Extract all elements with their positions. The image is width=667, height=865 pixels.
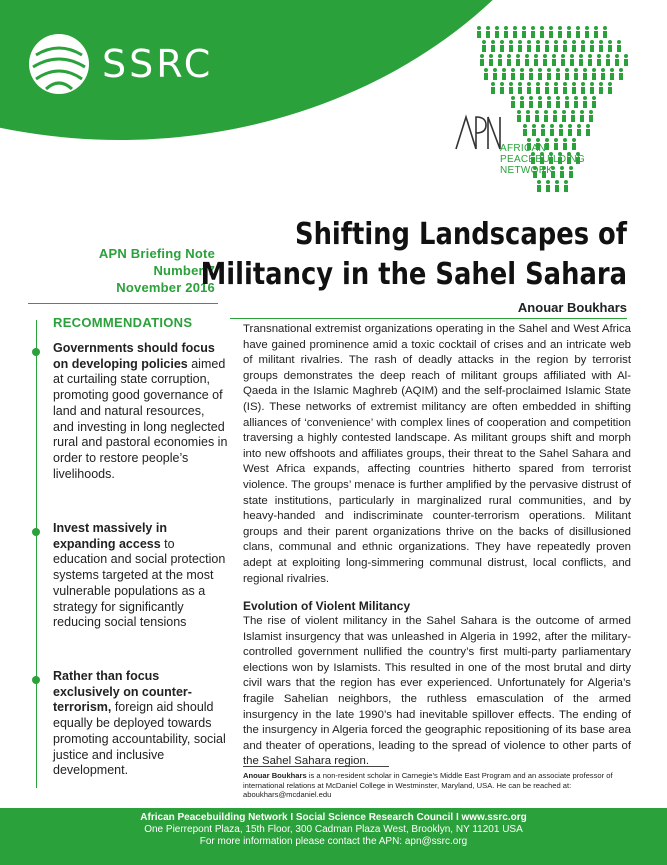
- bullet-icon: [32, 676, 40, 684]
- person-figure-icon: [550, 124, 554, 136]
- recommendation-lead: Governments should focus on developing policies: [53, 341, 215, 371]
- person-figure-icon: [577, 124, 581, 136]
- section-paragraph: The rise of violent militancy in the Sahel Sahara is the outcome of armed Islamist insurgency that was unleashed in Algeria in 1992, after the military-controlled government nullified the country’s first multi-party parliamentary elections won by Islamists. This resulted in one of the most brutal and dirty civil wars that the region has ever experienced. Unfortunately for Algeria’s fragile Sahelian neighbors, the ruthless emasculation of the armed insurgency in the late 1990’s had inevitable spillover effects. The ending of the insurgency in Algeria forced the geographic repositioning of its base area and theater of operations, leading to the spread of violence to other parts of the Sahel Sahara region.: [243, 615, 631, 768]
- person-figure-icon: [520, 96, 524, 108]
- person-figure-icon: [536, 40, 540, 52]
- person-figure-icon: [489, 54, 493, 66]
- person-figure-icon: [523, 124, 527, 136]
- person-figure-icon: [554, 82, 558, 94]
- person-figure-icon: [502, 68, 506, 80]
- person-figure-icon: [563, 40, 567, 52]
- person-figure-icon: [511, 96, 515, 108]
- person-figure-icon: [509, 82, 513, 94]
- person-figure-icon: [558, 26, 562, 38]
- person-figure-icon: [546, 180, 550, 192]
- person-figure-icon: [477, 26, 481, 38]
- person-figure-icon: [610, 68, 614, 80]
- person-figure-icon: [527, 82, 531, 94]
- footer-contact: For more information please contact the APN: apn@ssrc.org: [199, 836, 468, 848]
- person-figure-icon: [583, 96, 587, 108]
- person-figure-icon: [529, 68, 533, 80]
- person-figure-icon: [559, 124, 563, 136]
- person-figure-icon: [570, 54, 574, 66]
- person-figure-icon: [617, 40, 621, 52]
- person-figure-icon: [585, 26, 589, 38]
- person-figure-icon: [572, 82, 576, 94]
- person-figure-icon: [619, 68, 623, 80]
- person-figure-icon: [601, 68, 605, 80]
- intro-paragraph: Transnational extremist organizations operating in the Sahel and West Africa have gained prominence amid a toxic cocktail of crises and an intricate web of militant rivalries. The rash of deadly attacks in the region by terrorist groups demonstrates the deep reach of militant groups affiliated with Al-Qaeda in the Islamic Maghreb (AQIM) and the self-proclaimed Islamic State (IS). These networks of extremist militancy are often embedded in shifting alliances of ‘convenience’ with complex lines of cooperation and competition traversing a highly contested landscape. As militant groups shift and morph into new offshoots and affiliates groups, their threat to the Sahel Sahara and West Africa expands, affecting countries hitherto spared from terrorist violence. The groups’ menace is further amplified by the pervasive distrust of state institutions, particularly in marginalized rural communities, and by heavy-handed and indiscriminate counter-terrorism operations. Militant groups and their parent organizations thrive on the backs of disillusioned clans, communal and ethnic organizations. They have repeatedly proven adept at exploiting long-simmering communal distrust, local conflicts, and regional rivalries.: [243, 323, 631, 585]
- person-figure-icon: [567, 26, 571, 38]
- recommendation-text: to education and social protection systems targeted at the most vulnerable populations as a strategy for significantly reducing social tensions: [53, 536, 226, 630]
- recommendation-item: [53, 341, 228, 482]
- person-figure-icon: [538, 68, 542, 80]
- apn-line: AFRICAN: [500, 143, 546, 154]
- person-figure-icon: [516, 54, 520, 66]
- apn-line: PEACEBUILDING: [500, 154, 586, 165]
- person-figure-icon: [549, 26, 553, 38]
- person-figure-icon: [535, 110, 539, 122]
- person-figure-icon: [513, 26, 517, 38]
- person-figure-icon: [556, 96, 560, 108]
- person-figure-icon: [581, 40, 585, 52]
- person-figure-icon: [491, 82, 495, 94]
- person-figure-icon: [576, 26, 580, 38]
- recommendation-item: [53, 669, 228, 779]
- person-figure-icon: [484, 68, 488, 80]
- person-figure-icon: [517, 110, 521, 122]
- person-figure-icon: [536, 82, 540, 94]
- person-figure-icon: [526, 110, 530, 122]
- briefing-date: November 2016: [116, 280, 215, 295]
- recommendation-text: foreign aid should equally be deployed towards promoting accountability, social justice and inclusive development.: [53, 700, 226, 778]
- person-figure-icon: [554, 40, 558, 52]
- person-figure-icon: [507, 54, 511, 66]
- person-figure-icon: [603, 26, 607, 38]
- section-heading: Evolution of Violent Militancy: [243, 599, 411, 613]
- person-figure-icon: [608, 40, 612, 52]
- author-divider: [230, 318, 627, 319]
- sidebar-divider: [28, 303, 218, 304]
- person-figure-icon: [590, 82, 594, 94]
- person-figure-icon: [568, 124, 572, 136]
- apn-wordmark: [500, 143, 585, 176]
- person-figure-icon: [518, 40, 522, 52]
- person-figure-icon: [498, 54, 502, 66]
- apn-logo-mark: [454, 113, 502, 151]
- title-line: Shifting Landscapes of: [294, 217, 627, 252]
- person-figure-icon: [520, 68, 524, 80]
- person-figure-icon: [588, 54, 592, 66]
- person-figure-icon: [504, 26, 508, 38]
- recommendation-lead: Invest massively in expanding access: [53, 521, 167, 551]
- person-figure-icon: [564, 180, 568, 192]
- person-figure-icon: [556, 68, 560, 80]
- person-figure-icon: [563, 82, 567, 94]
- person-figure-icon: [553, 110, 557, 122]
- person-figure-icon: [574, 68, 578, 80]
- person-figure-icon: [493, 68, 497, 80]
- recommendation-lead: Rather than focus exclusively on counter-terrorism,: [53, 669, 192, 715]
- person-figure-icon: [581, 82, 585, 94]
- person-figure-icon: [624, 54, 628, 66]
- person-figure-icon: [571, 110, 575, 122]
- person-figure-icon: [562, 110, 566, 122]
- person-figure-icon: [511, 68, 515, 80]
- sidebar-rule: [36, 320, 37, 788]
- person-figure-icon: [615, 54, 619, 66]
- person-figure-icon: [547, 96, 551, 108]
- author-bio: [243, 771, 631, 800]
- footer-address: One Pierrepont Plaza, 15th Floor, 300 Cadman Plaza West, Brooklyn, NY 11201 USA: [144, 824, 523, 836]
- person-figure-icon: [561, 54, 565, 66]
- person-figure-icon: [529, 96, 533, 108]
- person-figure-icon: [545, 82, 549, 94]
- recommendations-heading: RECOMMENDATIONS: [53, 315, 193, 330]
- footnote-divider: [243, 766, 389, 767]
- person-figure-icon: [518, 82, 522, 94]
- bullet-icon: [32, 528, 40, 536]
- person-figure-icon: [500, 40, 504, 52]
- person-figure-icon: [547, 68, 551, 80]
- author-name: Anouar Boukhars: [517, 300, 627, 315]
- ssrc-logo: [28, 33, 213, 95]
- person-figure-icon: [491, 40, 495, 52]
- person-figure-icon: [509, 40, 513, 52]
- person-figure-icon: [599, 82, 603, 94]
- person-figure-icon: [594, 26, 598, 38]
- recommendation-item: [53, 521, 228, 631]
- page-title: [180, 215, 627, 295]
- person-figure-icon: [565, 96, 569, 108]
- recommendation-text: aimed at curtailing state corruption, promoting good governance of land and natural resources, and investing in long neglected rural and pastoral economies in order to restore people’s livelihoods.: [53, 356, 228, 481]
- person-figure-icon: [589, 110, 593, 122]
- person-figure-icon: [583, 68, 587, 80]
- briefing-series: APN Briefing Note: [98, 246, 215, 261]
- person-figure-icon: [606, 54, 610, 66]
- person-figure-icon: [579, 54, 583, 66]
- person-figure-icon: [486, 26, 490, 38]
- person-figure-icon: [545, 40, 549, 52]
- bio-text: is a non-resident scholar in Carnegie’s Middle East Program and an associate professor of international relations at McDaniel College in Westminster, Maryland, USA. He can be reached at: aboukhars@mcdaniel.edu: [243, 771, 613, 800]
- briefing-number: Number 7: [153, 263, 215, 278]
- person-figure-icon: [592, 96, 596, 108]
- person-figure-icon: [555, 180, 559, 192]
- person-figure-icon: [543, 54, 547, 66]
- person-figure-icon: [527, 40, 531, 52]
- person-figure-icon: [500, 82, 504, 94]
- person-figure-icon: [525, 54, 529, 66]
- footer-links: African Peacebuilding Network I Social Science Research Council I www.ssrc.org: [140, 812, 527, 823]
- page-footer: [0, 808, 667, 865]
- person-figure-icon: [572, 40, 576, 52]
- person-figure-icon: [482, 40, 486, 52]
- person-figure-icon: [608, 82, 612, 94]
- person-figure-icon: [532, 124, 536, 136]
- person-figure-icon: [495, 26, 499, 38]
- apn-line: NETWORK: [500, 165, 554, 176]
- bio-name: Anouar Boukhars: [243, 771, 307, 780]
- person-figure-icon: [541, 124, 545, 136]
- person-figure-icon: [534, 54, 538, 66]
- bullet-icon: [32, 348, 40, 356]
- person-figure-icon: [537, 180, 541, 192]
- person-figure-icon: [574, 96, 578, 108]
- person-figure-icon: [480, 54, 484, 66]
- person-figure-icon: [552, 54, 556, 66]
- person-figure-icon: [540, 26, 544, 38]
- person-figure-icon: [586, 124, 590, 136]
- person-figure-icon: [544, 110, 548, 122]
- title-line: Militancy in the Sahel Sahara: [200, 257, 627, 292]
- logo-text: SSRC: [102, 42, 214, 86]
- person-figure-icon: [522, 26, 526, 38]
- person-figure-icon: [538, 96, 542, 108]
- person-figure-icon: [565, 68, 569, 80]
- person-figure-icon: [580, 110, 584, 122]
- person-figure-icon: [590, 40, 594, 52]
- person-figure-icon: [531, 26, 535, 38]
- person-figure-icon: [599, 40, 603, 52]
- person-figure-icon: [592, 68, 596, 80]
- person-figure-icon: [597, 54, 601, 66]
- globe-icon: [28, 33, 90, 95]
